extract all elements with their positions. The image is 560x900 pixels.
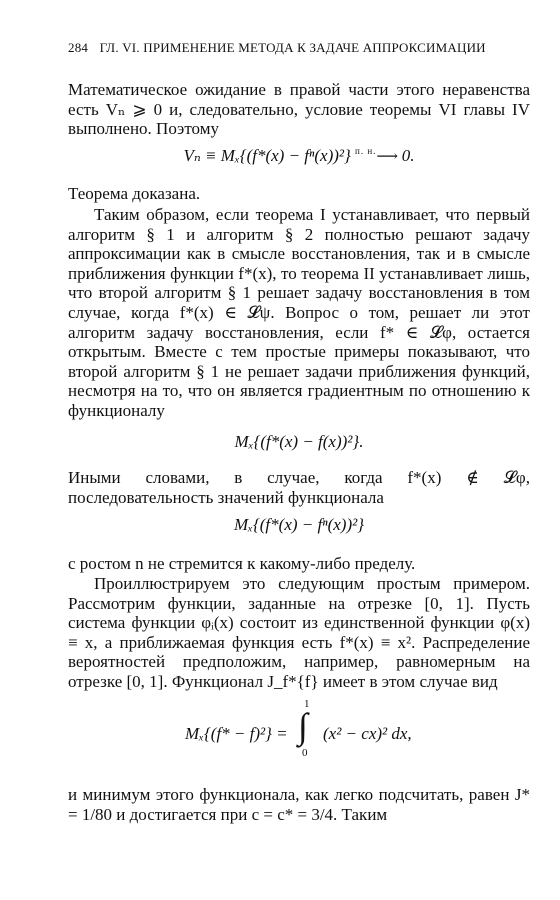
formula-4-rhs: (x² − cx)² dx, — [323, 724, 412, 743]
formula-1-left: Vₙ ≡ Mₓ{(f*(x) − fⁿ(x))²} — [183, 146, 351, 165]
paragraph-6-text: Проиллюстрируем это следующим простым примером. Рассмотрим функции, заданные на отрезке [0, 1]. Пусть система функции φᵢ(x) состоит из единственной функции φ(x) ≡ x, а приближаемая функция есть f*(x) ≡ x². Распределение вероятностей предположим, например, равномерным на отрезке [0, 1]. Функционал J_f*{f} имеет в этом случае вид — [68, 574, 530, 691]
paragraph-7-text: и минимум этого функционала, как легко подсчитать, равен J* = 1/80 и достигается при c = c* = 3/4. Таким — [68, 785, 530, 824]
paragraph-5-text: с ростом n не стремится к какому-либо пределу. — [68, 554, 416, 573]
running-header — [68, 40, 498, 56]
page-number: 284 — [68, 40, 89, 55]
formula-1-right: 0. — [401, 146, 415, 165]
formula-2 — [68, 432, 530, 452]
integral-sign-icon: ∫ — [298, 706, 308, 746]
formula-1-arrow-label: п. н. — [355, 146, 377, 156]
paragraph-5 — [68, 554, 530, 574]
paragraph-1-text: Математическое ожидание в правой части этого неравенства есть Vₙ ⩾ 0 и, следовательно, условие теоремы VI главы IV выполнено. Поэтому — [68, 80, 530, 139]
paragraph-3-text: Таким образом, если теорема I устанавливает, что первый алгоритм § 1 и алгоритм § 2 полностью решают задачу аппроксимации как в смысле восстановления, так и в смысле приближения функции f*(x), то теорема II устанавливает лишь, что второй алгоритм § 1 решает задачу восстановления в том случае, когда f*(x) ∈ 𝓛ψ. Вопрос о том, решает ли этот алгоритм задачу восстановления, если f* ∈ 𝓛φ, остается открытым. Вместе с тем простые примеры показывают, что второй алгоритм § 1 не решает задачи приближения функций, несмотря на то, что он является градиентным по отношению к функционалу — [68, 205, 530, 420]
formula-3-text: Mₓ{(f*(x) − fⁿ(x))²} — [233, 515, 364, 534]
formula-4-lhs: Mₓ{(f* − f)²} = — [185, 724, 288, 743]
paragraph-3 — [68, 205, 530, 421]
formula-3 — [68, 515, 530, 535]
paragraph-2 — [68, 184, 530, 204]
paragraph-2-text: Теорема доказана. — [68, 184, 201, 203]
paragraph-7 — [68, 785, 530, 824]
formula-1 — [68, 146, 530, 166]
formula-2-text: Mₓ{(f*(x) − f(x))²}. — [234, 432, 364, 451]
integral-upper-limit: 1 — [304, 698, 310, 710]
integral-lower-limit: 0 — [302, 747, 308, 759]
paragraph-4 — [68, 468, 530, 507]
paragraph-6 — [68, 574, 530, 692]
running-title: ГЛ. VI. ПРИМЕНЕНИЕ МЕТОДА К ЗАДАЧЕ АППРОКСИМАЦИИ — [99, 40, 486, 55]
convergence-arrow: $^{п. н.}$⟶ — [355, 146, 402, 165]
paragraph-1 — [68, 80, 530, 139]
paragraph-4-text: Иными словами, в случае, когда f*(x) ∉ 𝓛φ, последовательность значений функционала — [68, 468, 530, 507]
formula-4 — [68, 698, 530, 774]
